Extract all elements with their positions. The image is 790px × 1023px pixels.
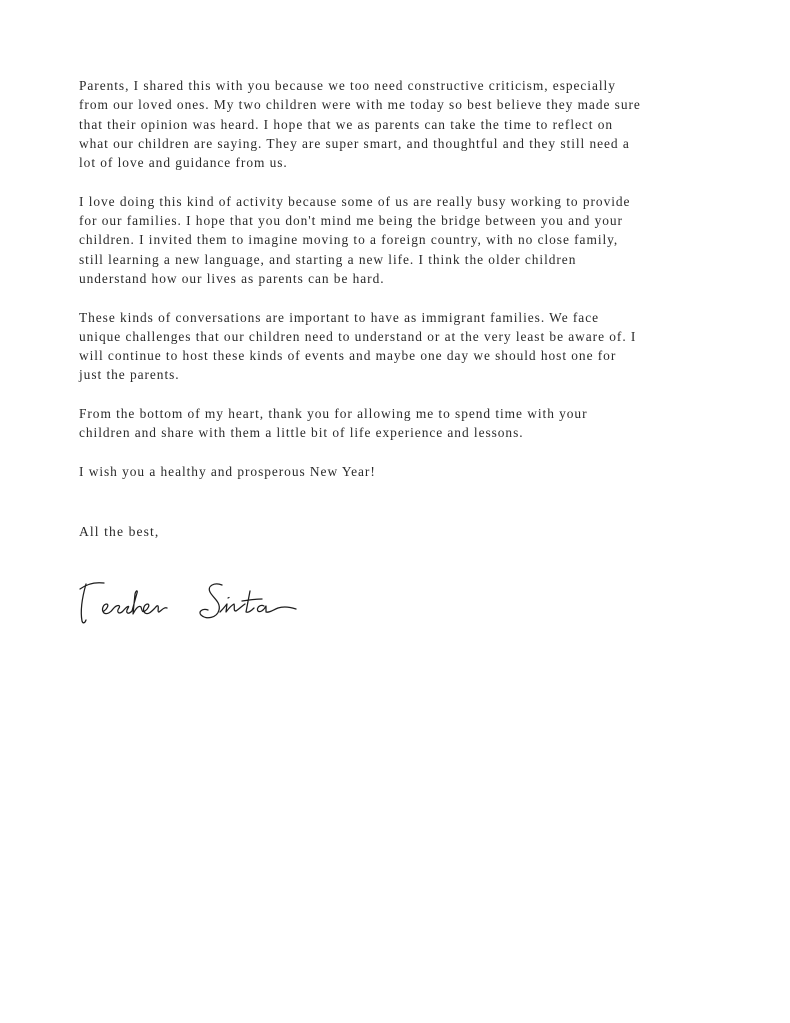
signature-stroke-eacher <box>103 591 167 614</box>
letter-body <box>79 76 719 501</box>
paragraph-criticism: Parents, I shared this with you because we too need constructive criticism, especially from our loved ones. My two children were with me today so best believe they made sure that their opinion was heard. I hope that we as parents can take the time to reflect on what our children are saying. They are super smart, and thoughtful and they still need a lot of love and guidance from us. <box>79 78 641 171</box>
paragraph-immigrant-families: These kinds of conversations are important to have as immigrant families. We face unique challenges that our children need to understand or at the very least be aware of. I will continue to host these kinds of events and maybe one day we should host one for just the parents. <box>79 309 637 383</box>
closing: All the best, <box>79 524 160 539</box>
signature-stroke-inta <box>220 591 296 612</box>
signature-stroke-s <box>200 584 222 618</box>
signature-drawing <box>74 574 314 634</box>
paragraph-new-year: I wish you a healthy and prosperous New Year! <box>79 463 376 479</box>
paragraph-activity: I love doing this kind of activity because some of us are really busy working to provide for our families. I hope that you don't mind me being the bridge between you and your children. I invited them to imagine moving to a foreign country, with no close family, still learning a new language, and starting a new life. I think the older children understand how our lives as parents can be hard. <box>79 193 631 286</box>
signature-stroke-i-dot <box>228 598 229 599</box>
signature-stroke-t-top <box>80 583 104 589</box>
signature-stroke-t-stem <box>81 584 86 623</box>
handwritten-signature <box>74 574 314 634</box>
paragraph-thank-you: From the bottom of my heart, thank you for allowing me to spend time with your children and share with them a little bit of life experience and lessons. <box>79 406 588 441</box>
